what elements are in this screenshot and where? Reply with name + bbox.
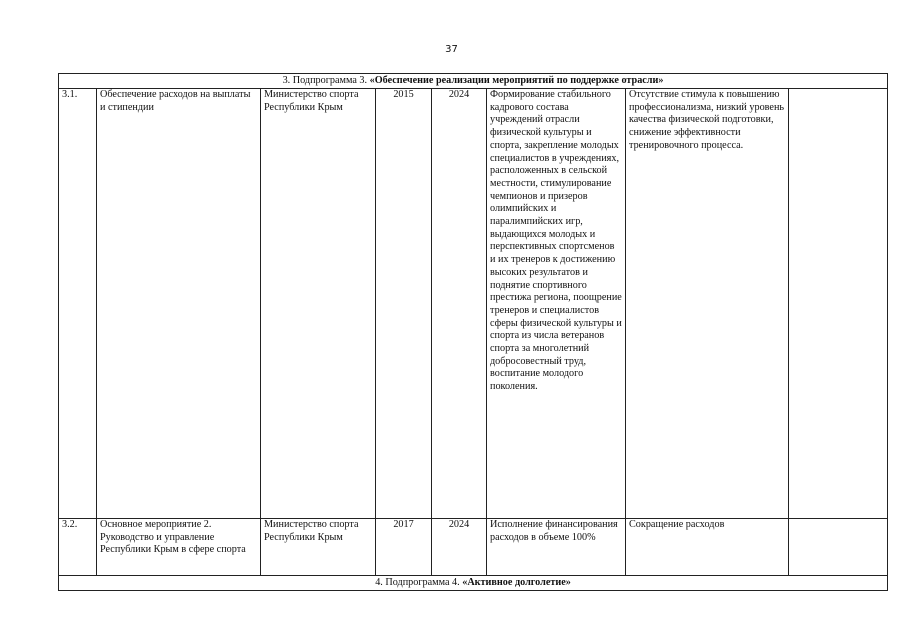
- expected-result: Формирование стабильного кадрового состава учреждений отрасли физической культуры и спорта, закрепление молодых специалистов в учреждениях, расположенных в сельской местности, стимулирование чемпионов и призеров олимпийских и паралимпийских игр, выдающихся молодых и перспективных спортсменов и их тренеров к достижению высоких результатов и поднятие спортивного престижа региона, поощрение тренеров и специалистов сферы физической культуры и спорта из числа ветеранов спорта за многолетний добросовестный труд, воспитание молодого поколения.: [487, 89, 626, 519]
- indicator-link: [789, 519, 888, 576]
- measure-name: Обеспечение расходов на выплаты и стипендии: [97, 89, 261, 519]
- subprogram-4-heading: [59, 576, 888, 591]
- page-number: 37: [445, 44, 458, 55]
- subprogram-3-title: «Обеспечение реализации мероприятий по поддержке отрасли»: [369, 75, 664, 86]
- executor: Министерство спорта Республики Крым: [261, 519, 376, 576]
- subprogram-3-prefix: 3. Подпрограмма 3.: [282, 75, 370, 86]
- end-year: 2024: [432, 89, 487, 519]
- row-number: 3.2.: [59, 519, 97, 576]
- subprogram-4-prefix: 4. Подпрограмма 4.: [375, 577, 463, 588]
- indicator-link: [789, 89, 888, 519]
- measure-name: Основное мероприятие 2. Руководство и управление Республики Крым в сфере спорта: [97, 519, 261, 576]
- non-implementation-consequences: Сокращение расходов: [626, 519, 789, 576]
- subprogram-4-title: «Активное долголетие»: [462, 577, 571, 588]
- start-year: 2015: [376, 89, 432, 519]
- table-row: [59, 519, 888, 576]
- expected-result: Исполнение финансирования расходов в объеме 100%: [487, 519, 626, 576]
- section-row-subprogram-3: [59, 74, 888, 89]
- measures-table: [58, 73, 888, 591]
- non-implementation-consequences: Отсутствие стимула к повышению профессионализма, низкий уровень качества физической подготовки, снижение эффективности тренировочного процесса.: [626, 89, 789, 519]
- row-number: 3.1.: [59, 89, 97, 519]
- executor: Министерство спорта Республики Крым: [261, 89, 376, 519]
- table-row: [59, 89, 888, 519]
- section-row-subprogram-4: [59, 576, 888, 591]
- subprogram-3-heading: [59, 74, 888, 89]
- end-year: 2024: [432, 519, 487, 576]
- start-year: 2017: [376, 519, 432, 576]
